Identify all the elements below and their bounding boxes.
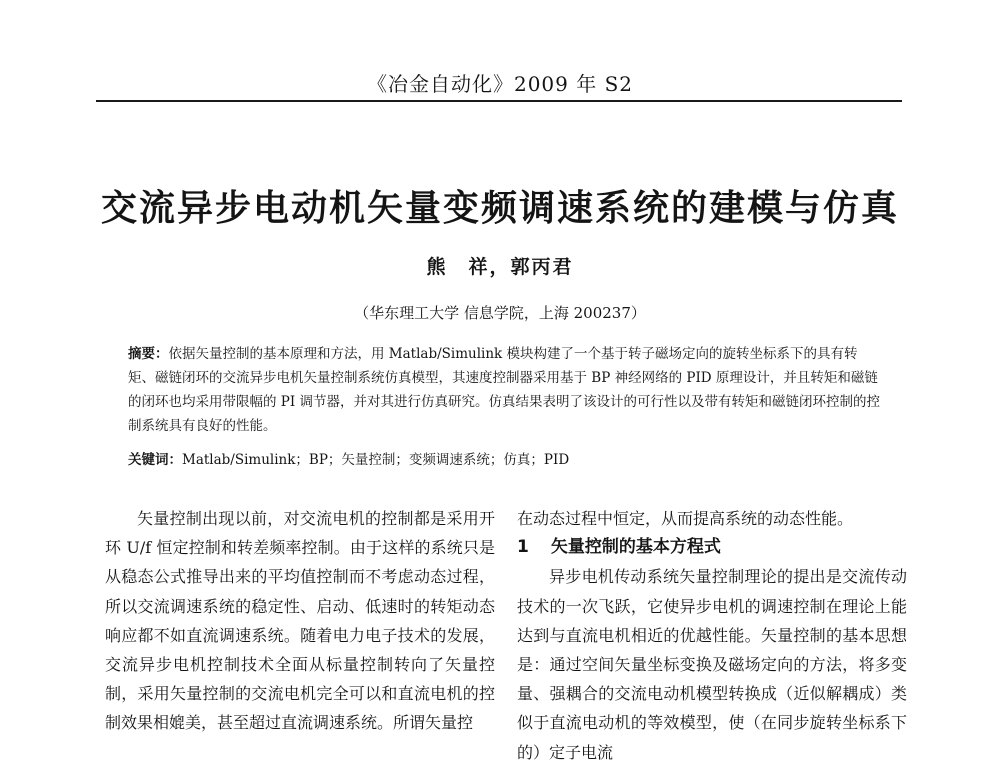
body-right-column [517,504,907,767]
journal-header: 《冶金自动化》2009 年 S2 [366,72,634,96]
section-heading-1 [517,533,907,562]
intro-paragraph: 矢量控制出现以前，对交流电机的控制都是采用开环 U/f 恒定控制和转差频率控制。由于这样的系统只是从稳态公式推导出来的平均值控制而不考虑动态过程，所以交流调速系统的稳定性、启动、低速时的转矩动态响应都不如直流调速系统。随着电力电子技术的发展，交流异步电机控制技术全面从标量控制转向了矢量控制，采用矢量控制的交流电机完全可以和直流电机的控制效果相媲美，甚至超过直流调速系统。所谓矢量控 [105,509,495,733]
abstract [128,342,880,438]
paper-affiliation: （华东理工大学 信息学院，上海 200237） [354,304,646,322]
continuation-paragraph: 在动态过程中恒定，从而提高系统的动态性能。 [517,509,854,528]
keywords-label: 关键词： [128,452,182,468]
section1-paragraph: 异步电机传动系统矢量控制理论的提出是交流传动技术的一次飞跃，它使异步电机的调速控制在理论上能达到与直流电机相近的优越性能。矢量控制的基本思想是：通过空间矢量坐标变换及磁场定向的方法，将多变量、强耦合的交流电动机模型转换成（近似解耦成）类似于直流电动机的等效模型，使（在同步旋转坐标系下的）定子电流 [517,567,907,762]
header-rule [96,100,902,102]
section-title: 矢量控制的基本方程式 [550,537,721,558]
body-left-column [105,504,495,738]
paper-title: 交流异步电动机矢量变频调速系统的建模与仿真 [100,188,899,229]
keywords-text: Matlab/Simulink；BP；矢量控制；变频调速系统；仿真；PID [182,452,570,468]
abstract-text: 依据矢量控制的基本原理和方法，用 Matlab/Simulink 模块构建了一个基于转子磁场定向的旋转坐标系下的具有转矩、磁链闭环的交流异步电机矢量控制系统仿真模型，其速度控制器采用基于 BP 神经网络的 PID 原理设计，并且转矩和磁链的闭环也均采用带限幅的 PI 调节器，并对其进行仿真研究。仿真结果表明了该设计的可行性以及带有转矩和磁链闭环控制的控制系统具有良好的性能。 [128,346,880,434]
keywords [128,448,880,472]
paper-authors: 熊 祥，郭丙君 [426,256,574,278]
section-number: 1 [517,537,529,558]
abstract-label: 摘要： [128,346,169,362]
